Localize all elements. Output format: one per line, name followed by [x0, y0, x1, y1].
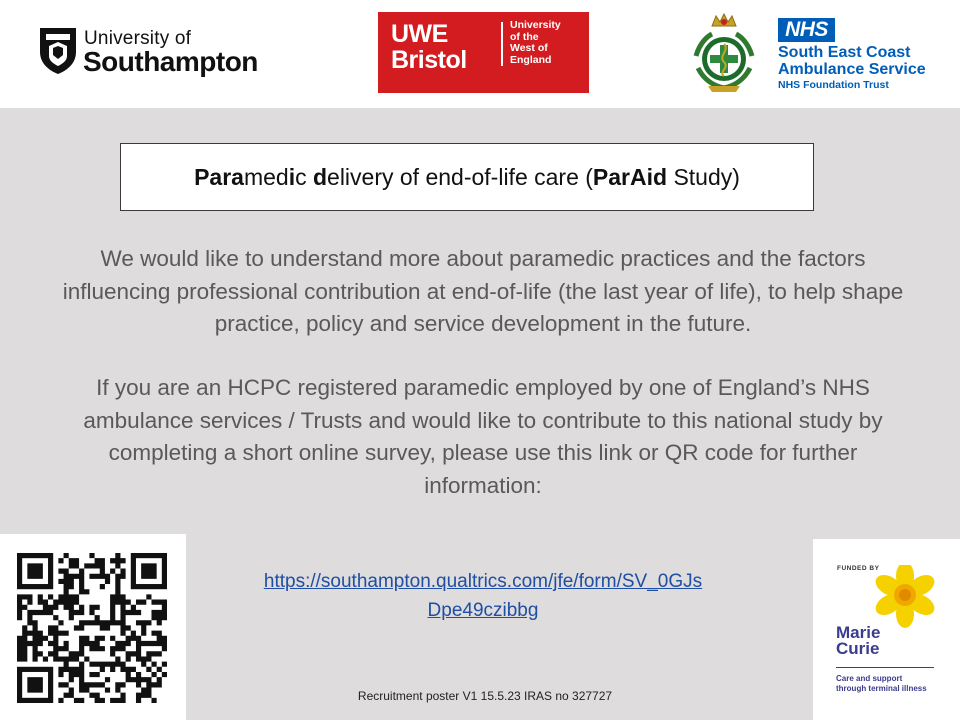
uwe-sub2: of the: [510, 30, 539, 43]
uwe-subtitle: [510, 20, 561, 66]
title-part-4: c: [295, 163, 313, 190]
funded-by-label: FUNDED BY: [837, 565, 880, 572]
nhs-line2: Ambulance Service: [778, 61, 926, 78]
uwe-wordmark: [391, 21, 467, 73]
nhs-badge: NHS: [778, 18, 835, 42]
uwe-divider: [501, 22, 503, 66]
uwe-sub1: University: [510, 19, 561, 31]
marie-curie-name1: Marie: [836, 623, 881, 642]
southampton-logo: [38, 26, 288, 82]
marie-curie-logo: [813, 539, 960, 720]
qr-code-icon[interactable]: [17, 553, 167, 703]
title-part-6: elivery of end-of-life care (: [327, 163, 593, 190]
title-part-1: Para: [194, 163, 244, 190]
survey-link[interactable]: [210, 567, 756, 625]
uwe-sub4: England: [510, 53, 552, 66]
marie-curie-tagline1: Care and support: [836, 674, 903, 683]
qr-panel: [0, 534, 186, 720]
title-part-3: i: [288, 163, 296, 190]
title-part-8: Study): [667, 163, 740, 190]
ambulance-crest-icon: [690, 12, 758, 94]
southampton-line2: Southampton: [83, 46, 258, 77]
uwe-bristol-logo: [378, 12, 589, 93]
marie-curie-name2: Curie: [836, 639, 880, 658]
invitation-paragraph: If you are an HCPC registered paramedic employed by one of England’s NHS ambulance services / Trusts and would like to contribute to this national study by completing a short online survey, please use this link or QR code for further information:: [83, 375, 883, 498]
intro-paragraph: We would like to understand more about paramedic practices and the factors influencing professional contribution at end-of-life (the last year of life), to help shape practice, policy and service development in the future.: [62, 246, 904, 336]
southampton-line1: University of: [84, 28, 192, 49]
survey-link-line1[interactable]: https://southampton.qualtrics.com/jfe/form/SV_0GJs: [263, 571, 703, 592]
title-part-5: d: [312, 163, 328, 190]
nhs-line1: South East Coast: [778, 44, 911, 61]
daffodil-icon: [843, 565, 943, 631]
uwe-sub3: West of: [510, 42, 548, 54]
title-part-7: ParAid: [592, 163, 668, 190]
marie-curie-divider: [836, 667, 934, 668]
uwe-line1: UWE: [391, 20, 448, 48]
marie-curie-tagline2: through terminal illness: [836, 684, 927, 693]
footer-note: Recruitment poster V1 15.5.23 IRAS no 327727: [357, 689, 613, 703]
nhs-line3: NHS Foundation Trust: [778, 79, 889, 91]
southampton-crest-icon: [38, 26, 78, 76]
study-title: [120, 143, 814, 211]
title-part-2: med: [243, 163, 289, 190]
survey-link-line2[interactable]: Dpe49czibbg: [427, 600, 539, 621]
uwe-line2: Bristol: [391, 46, 467, 74]
